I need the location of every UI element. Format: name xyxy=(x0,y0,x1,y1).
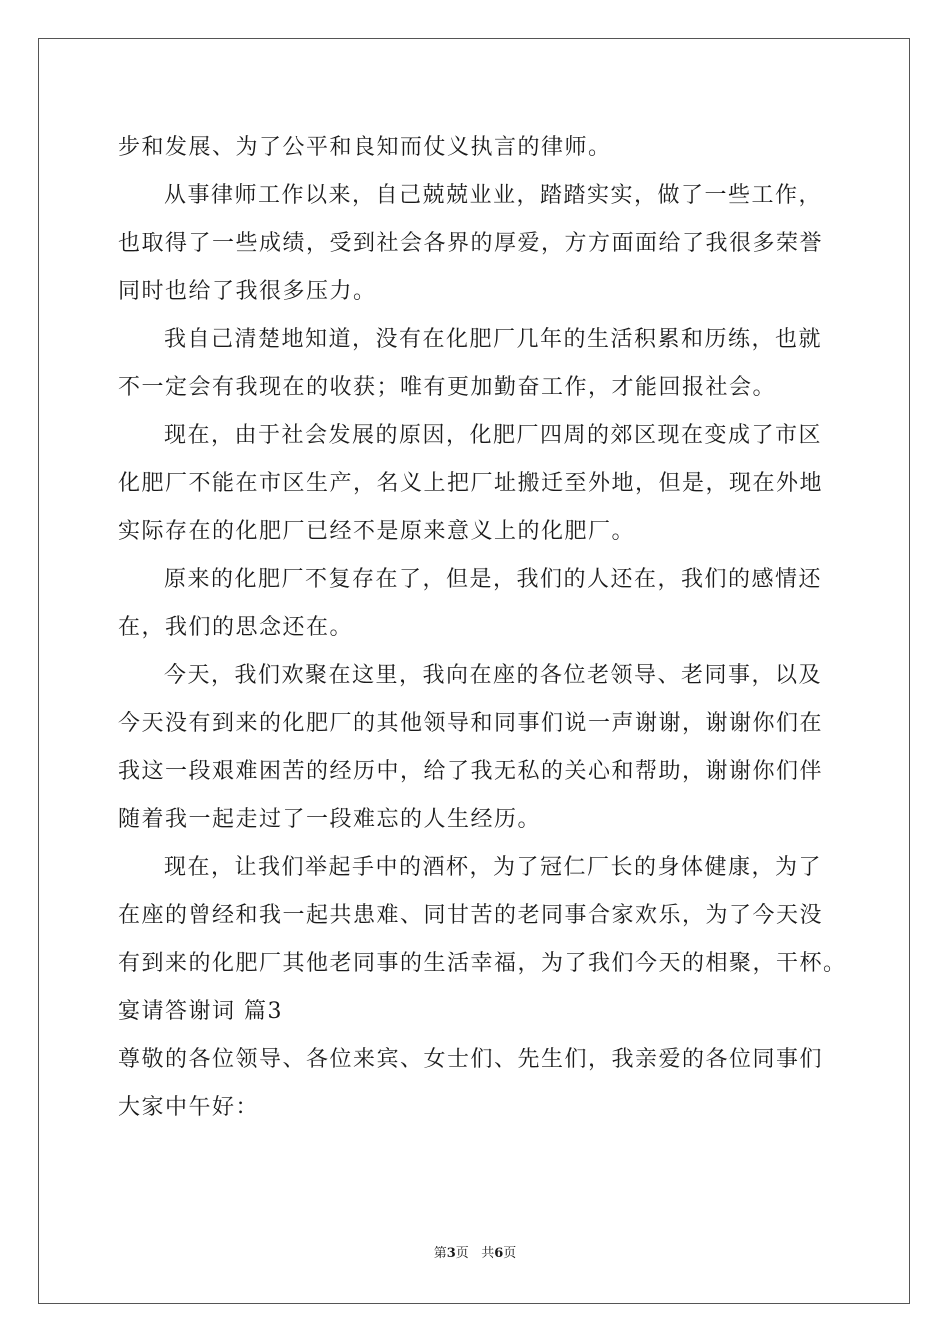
text-line: 我自己清楚地知道，没有在化肥厂几年的生活积累和历练，也就 xyxy=(164,327,823,352)
page-prefix: 第 xyxy=(433,1246,447,1261)
document-body xyxy=(118,124,847,1132)
total-pages: 6 xyxy=(494,1246,504,1261)
text-line: 从事律师工作以来，自己兢兢业业，踏踏实实，做了一些工作， xyxy=(164,183,823,208)
text-line: 现在，由于社会发展的原因，化肥厂四周的郊区现在变成了市区 xyxy=(164,423,823,448)
total-suffix: 页 xyxy=(503,1246,517,1261)
text-line: 大家中午好： xyxy=(118,1095,260,1120)
text-line: 我这一段艰难困苦的经历中，给了我无私的关心和帮助，谢谢你们伴 xyxy=(118,759,824,784)
text-line: 步和发展、为了公平和良知而仗义执言的律师。 xyxy=(118,135,612,160)
page-suffix: 页 xyxy=(455,1246,469,1261)
text-line: 在座的曾经和我一起共患难、同甘苦的老同事合家欢乐，为了今天没 xyxy=(118,903,824,928)
text-line: 今天没有到来的化肥厂的其他领导和同事们说一声谢谢，谢谢你们在 xyxy=(118,711,824,736)
page-number: 3 xyxy=(446,1246,456,1261)
text-line: 不一定会有我现在的收获；唯有更加勤奋工作，才能回报社会。 xyxy=(118,375,777,400)
text-line: 现在，让我们举起手中的酒杯，为了冠仁厂长的身体健康，为了 xyxy=(164,855,823,880)
text-line: 在，我们的思念还在。 xyxy=(118,615,354,640)
text-line: 有到来的化肥厂其他老同事的生活幸福，为了我们今天的相聚，干杯。 xyxy=(118,951,847,976)
text-line: 实际存在的化肥厂已经不是原来意义上的化肥厂。 xyxy=(118,519,636,544)
text-line: 同时也给了我很多压力。 xyxy=(118,279,377,304)
total-prefix: 共 xyxy=(481,1246,495,1261)
page-footer xyxy=(0,1244,950,1264)
text-line: 今天，我们欢聚在这里，我向在座的各位老领导、老同事，以及 xyxy=(164,663,823,688)
text-line: 原来的化肥厂不复存在了，但是，我们的人还在，我们的感情还 xyxy=(164,567,823,592)
text-line: 也取得了一些成绩，受到社会各界的厚爱，方方面面给了我很多荣誉 xyxy=(118,231,824,256)
text-line: 化肥厂不能在市区生产，名义上把厂址搬迁至外地，但是，现在外地 xyxy=(118,471,824,496)
text-line: 宴请答谢词 篇3 xyxy=(118,999,283,1024)
text-line: 尊敬的各位领导、各位来宾、女士们、先生们，我亲爱的各位同事们 xyxy=(118,1047,824,1072)
text-line: 随着我一起走过了一段难忘的人生经历。 xyxy=(118,807,542,832)
